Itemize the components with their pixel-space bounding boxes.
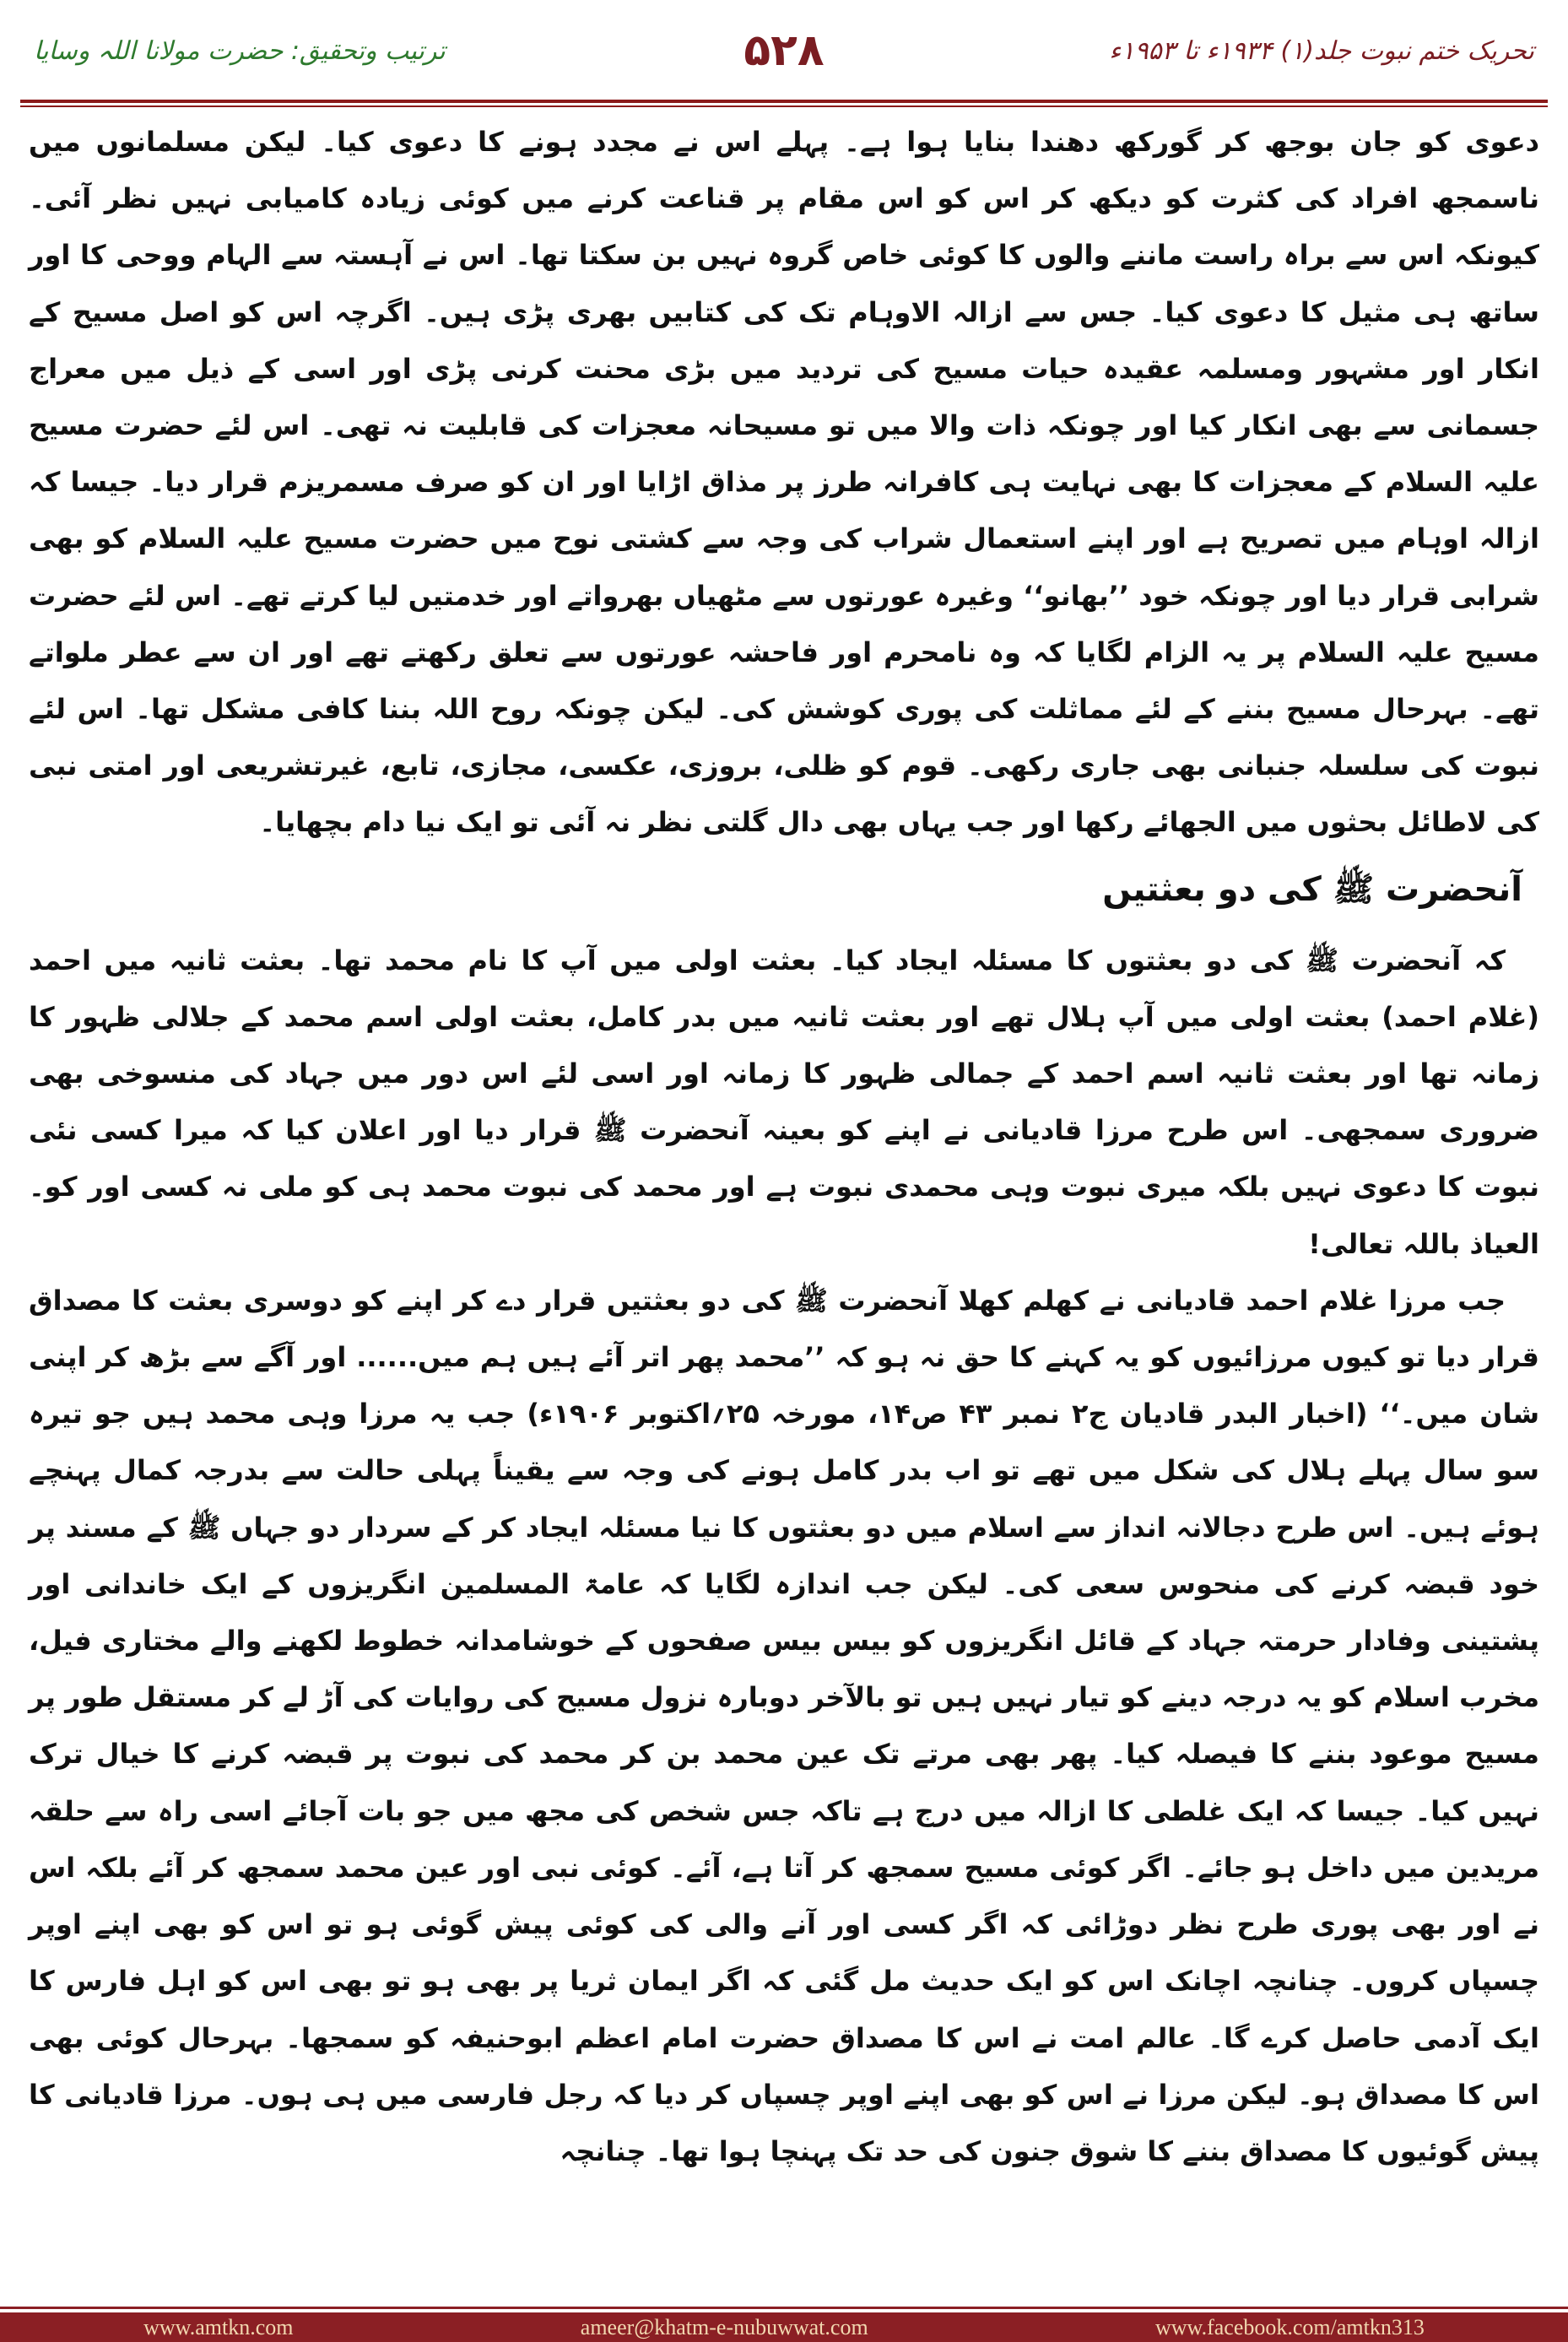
header-divider bbox=[20, 100, 1548, 103]
footer-divider bbox=[0, 2307, 1568, 2309]
header-divider-thin bbox=[20, 105, 1548, 107]
page-number: ۵۲۸ bbox=[743, 25, 825, 76]
paragraph-3: جب مرزا غلام احمد قادیانی نے کھلم کھلا آنحضرت ﷺ کی دو بعثتیں قرار دے کر اپنے کو دوسری بعثت کا مصداق قرار دیا تو کیوں مرزائیوں کو یہ کہنے کا حق نہ ہو کہ ’’محمد پھر اتر آئے ہیں ہم میں...... اور آگے سے بڑھ کر اپنی شان میں۔‘‘ (اخبار البدر قادیان ج۲ نمبر ۴۳ ص۱۴، مورخہ ۲۵؍اکتوبر ۱۹۰۶ء) جب یہ مرزا وہی محمد ہیں جو تیرہ سو سال پہلے ہلال کی شکل میں تھے تو اب بدر کامل ہونے کی وجہ سے یقیناً پہلی حالت سے بدرجہ کمال پہنچے ہوئے ہیں۔ اس طرح دجالانہ انداز سے اسلام میں دو بعثتوں کا نیا مسئلہ ایجاد کر کے سردار دو جہاں ﷺ کے مسند پر خود قبضہ کرنے کی منحوس سعی کی۔ لیکن جب اندازہ لگایا کہ عامۃ المسلمین انگریزوں کے ایک خاندانی اور پشتینی وفادار حرمتہ جہاد کے قائل انگریزوں کو بیس بیس صفحوں کے خوشامدانہ خطوط لکھنے والے مختاری فیل، مخرب اسلام کو یہ درجہ دینے کو تیار نہیں ہیں تو بالآخر دوبارہ نزول مسیح کی روایات کی آڑ لے کر مستقل طور پر مسیح موعود بننے کا فیصلہ کیا۔ پھر بھی مرتے تک عین محمد بن کر محمد کی نبوت پر قبضہ کرنے کا خیال ترک نہیں کیا۔ جیسا کہ ایک غلطی کا ازالہ میں درج ہے تاکہ جس شخص کی مجھ میں جو بات آجائے اسی راہ سے حلقہ مریدین میں داخل ہو جائے۔ اگر کوئی مسیح سمجھ کر آتا ہے، آئے۔ کوئی نبی اور عین محمد سمجھ کر آئے بلکہ اس نے اور بھی پوری طرح نظر دوڑائی کہ اگر کسی اور آنے والی کی کوئی پیش گوئی ہو تو اس کو بھی اپنے اوپر چسپاں کروں۔ چنانچہ اچانک اس کو ایک حدیث مل گئی کہ اگر ایمان ثریا پر بھی ہو تو بھی اس کو اہل فارس کا ایک آدمی حاصل کرے گا۔ عالم امت نے اس کا مصداق حضرت امام اعظم ابوحنیفہ کو سمجھا۔ بہرحال کوئی بھی اس کا مصداق ہو۔ لیکن مرزا نے اس کو بھی اپنے اوپر چسپاں کر دیا کہ رجل فارسی میں ہی ہوں۔ مرزا قادیانی کا پیش گوئیوں کا مصداق بننے کا شوق جنون کی حد تک پہنچا ہوا تھا۔ چنانچہ bbox=[29, 1284, 1540, 2167]
book-title: تحریک ختم نبوت جلد(۱) ۱۹۳۴ء تا ۱۹۵۳ء bbox=[1109, 35, 1534, 66]
compiler-credit: ترتیب وتحقیق: حضرت مولانا اللہ وسایا bbox=[34, 35, 446, 66]
email-link[interactable]: ameer@khatm-e-nubuwwat.com bbox=[580, 2314, 868, 2339]
page-body bbox=[29, 114, 1539, 2228]
website-link[interactable]: www.amtkn.com bbox=[143, 2314, 294, 2339]
section-heading: آنحضرت ﷺ کی دو بعثتیں bbox=[1102, 869, 1522, 909]
facebook-link[interactable]: www.facebook.com/amtkn313 bbox=[1154, 2314, 1425, 2339]
page-footer bbox=[0, 2312, 1568, 2342]
page-header bbox=[0, 0, 1568, 101]
paragraph-2: کہ آنحضرت ﷺ کی دو بعثتوں کا مسئلہ ایجاد کیا۔ بعثت اولی میں آپ کا نام محمد تھا۔ بعثت ثانیہ میں احمد (غلام احمد) بعثت اولی میں آپ ہلال تھے اور بعثت ثانیہ میں بدر کامل، بعثت اولی اسم محمد کے جلالی ظہور کا زمانہ تھا اور بعثت ثانیہ اسم احمد کے جمالی ظہور کا زمانہ اور اسی لئے اس دور میں جہاد کی منسوخی بھی ضروری سمجھی۔ اس طرح مرزا قادیانی نے اپنے کو بعینہ آنحضرت ﷺ قرار دیا اور اعلان کیا کہ میرا کسی نئی نبوت کا دعوی نہیں بلکہ میری نبوت وہی محمدی نبوت ہے اور محمد کی نبوت محمد ہی کو ملی نہ کسی اور کو۔ العیاذ باللہ تعالی! bbox=[29, 944, 1539, 1260]
paragraph-1: دعوی کو جان بوجھ کر گورکھ دھندا بنایا ہوا ہے۔ پہلے اس نے مجدد ہونے کا دعوی کیا۔ لیکن مسلمانوں میں ناسمجھ افراد کی کثرت کو دیکھ کر اس کو اس مقام پر قناعت کرنے میں کوئی زیادہ کامیابی نہیں نظر آئی۔ کیونکہ اس سے براہ راست ماننے والوں کا کوئی خاص گروہ نہیں بن سکتا تھا۔ اس نے آہستہ سے الہام ووحی کا اور ساتھ ہی مثیل کا دعوی کیا۔ جس سے ازالہ الاوہام تک کی کتابیں بھری پڑی ہیں۔ اگرچہ اس کو اصل مسیح کے انکار اور مشہور ومسلمہ عقیدہ حیات مسیح کی تردید میں بڑی محنت کرنی پڑی اور اسی کے ذیل میں معراج جسمانی سے بھی انکار کیا اور چونکہ ذات والا میں تو مسیحانہ معجزات کی قابلیت نہ تھی۔ اس لئے حضرت مسیح علیہ السلام کے معجزات کا بھی نہایت ہی کافرانہ طرز پر مذاق اڑایا اور ان کو صرف مسمریزم قرار دیا۔ جیسا کہ ازالہ اوہام میں تصریح ہے اور اپنے استعمال شراب کی وجہ سے کشتی نوح میں حضرت مسیح علیہ السلام کو بھی شرابی قرار دیا اور چونکہ خود ’’بھانو‘‘ وغیرہ عورتوں سے مٹھیاں بھرواتے اور خدمتیں لیا کرتے تھے۔ اس لئے حضرت مسیح علیہ السلام پر یہ الزام لگایا کہ وہ نامحرم اور فاحشہ عورتوں سے تعلق رکھتے تھے اور ان سے عطر ملواتے تھے۔ بہرحال مسیح بننے کے لئے مماثلت کی پوری کوشش کی۔ لیکن چونکہ روح اللہ بننا کافی مشکل تھا۔ اس لئے نبوت کی سلسلہ جنبانی بھی جاری رکھی۔ قوم کو ظلی، بروزی، عکسی، مجازی، تابع، غیرتشریعی اور امتی نبی کی لاطائل بحثوں میں الجھائے رکھا اور جب یہاں بھی دال گلتی نظر نہ آئی تو ایک نیا دام بچھایا۔ bbox=[29, 126, 1540, 839]
